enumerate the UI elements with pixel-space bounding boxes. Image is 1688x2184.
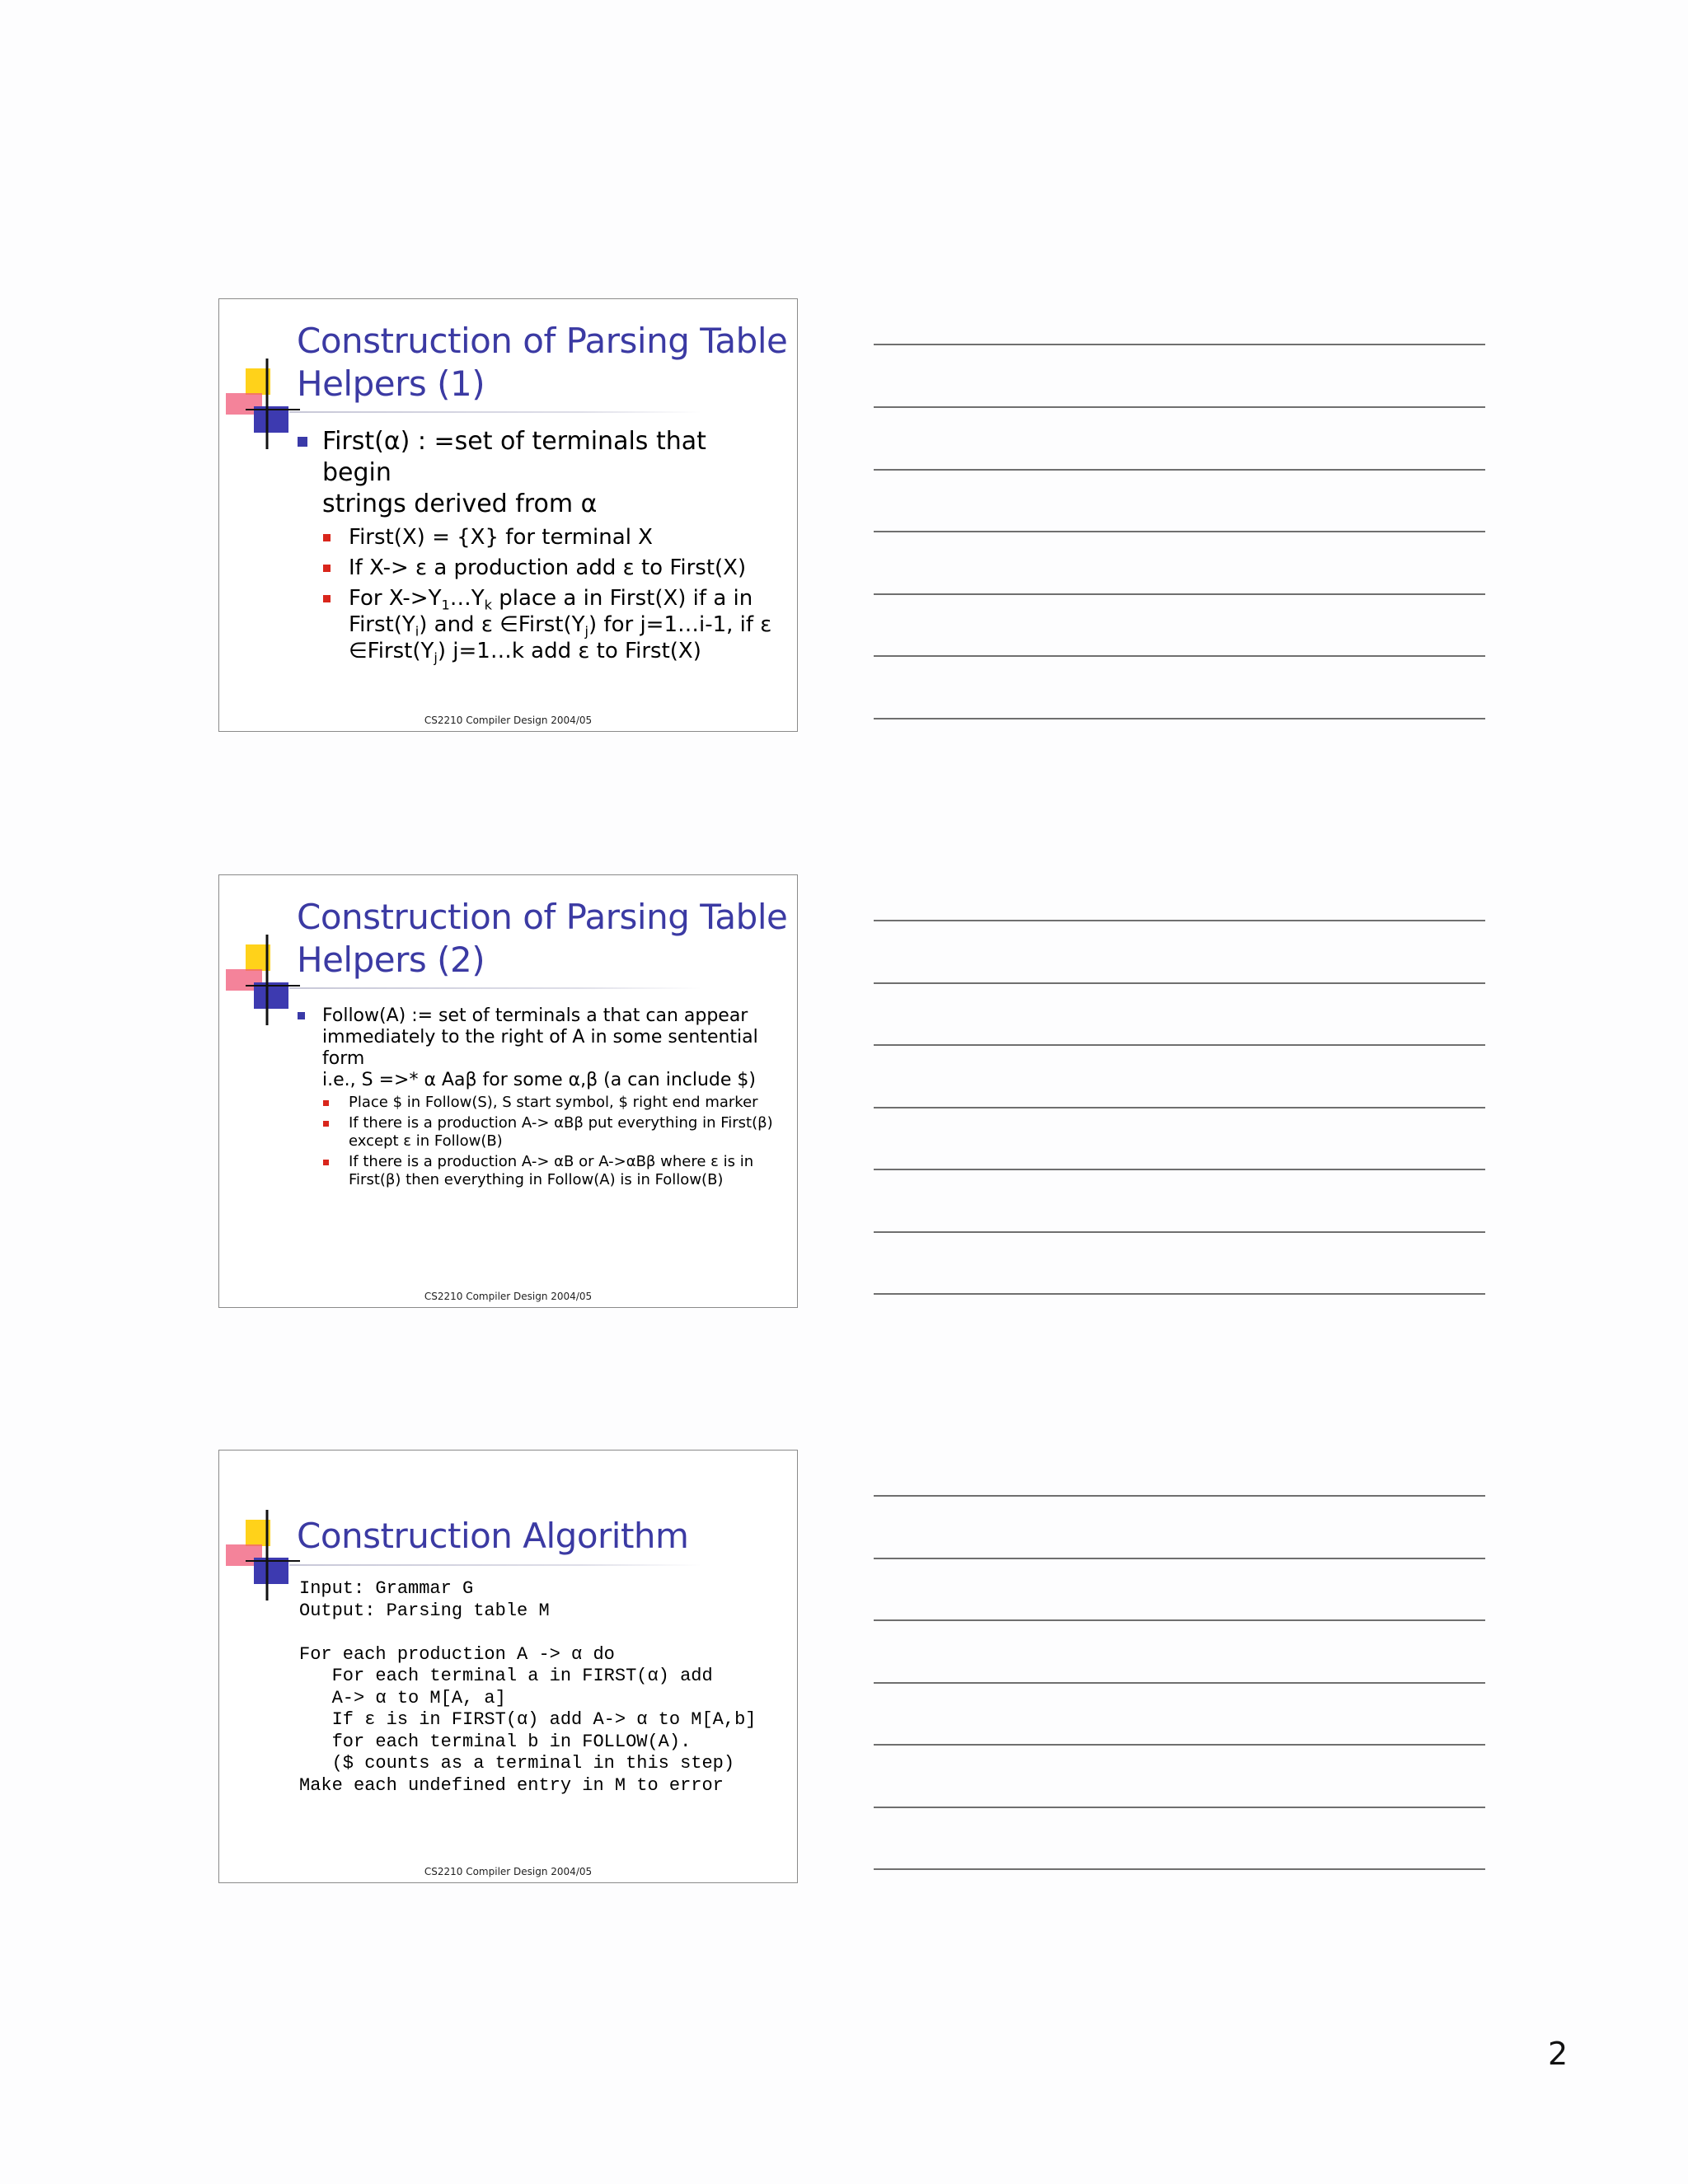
algorithm-code: Input: Grammar G Output: Parsing table M For each production A -> α do For each terminal a in FIRST(α) add A-> α to M[A, a] If ε is in FIRST(α) add A-> α to M[A,b] for each terminal b in FOLLOW(A). ($ counts as a terminal in this step) Make each undefined entry in M to error (299, 1578, 757, 1796)
title-underline (289, 411, 701, 413)
slide-title-line-1: Construction of Parsing Table (297, 897, 788, 937)
slide-footer: CS2210 Compiler Design 2004/05 (424, 1291, 593, 1302)
sub-bullet-text: If there is a production A-> αBβ put everything in First(β) (349, 1114, 773, 1132)
notes-line (874, 469, 1485, 471)
sub-bullet-text: $First(Y_i)$ and ε $\in First(Y_j)$ for j=1…i-1, if ε (349, 612, 772, 640)
bullet-text: Follow(A) := set of terminals a that can appear (322, 1005, 748, 1026)
sub-bullet (323, 524, 781, 551)
notes-line (874, 1044, 1485, 1046)
sub-bullet-text: For $X->Y_1\dots Y_k$ place a in First(X) if a in (349, 586, 753, 613)
bullet-text: i.e., S =>* α Aaβ for some α,β (a can include $) (322, 1070, 757, 1090)
sub-bullet-text: $\in First(Y_j)$ j=1…k add ε to First(X) (349, 639, 701, 666)
sub-bullet-square-icon (323, 1121, 329, 1127)
sub-bullet (323, 1114, 781, 1151)
sub-bullet-text: If there is a production A-> αB or A->αBβ where ε is in (349, 1153, 754, 1170)
title-underline (289, 987, 701, 989)
notes-line (874, 1744, 1485, 1746)
notes-line (874, 344, 1485, 345)
slide-decoration-icon (226, 935, 300, 1025)
notes-line (874, 1231, 1485, 1233)
slide-title-line-2: Helpers (2) (297, 940, 485, 980)
sub-bullet-square-icon (323, 1100, 329, 1106)
sub-bullet (323, 1094, 781, 1112)
sub-bullet-text: Place $ in Follow(S), S start symbol, $ right end marker (349, 1094, 758, 1111)
notes-line (874, 920, 1485, 921)
sub-bullet-text: First(β) then everything in Follow(A) is in Follow(B) (349, 1171, 724, 1188)
notes-line (874, 531, 1485, 532)
slide-decoration-icon (226, 1510, 300, 1601)
bullet-follow-definition (298, 1005, 781, 1091)
bullet-first-definition (298, 426, 781, 520)
slide-3 (218, 1450, 798, 1883)
title-underline (289, 1564, 701, 1566)
sub-bullet (323, 585, 781, 664)
sub-bullet (323, 555, 781, 581)
sub-bullet-text: First(X) = {X} for terminal X (349, 525, 653, 550)
sub-bullet-square-icon (323, 1160, 329, 1165)
bullet-square-icon (298, 437, 307, 447)
slide-title: Construction Algorithm (297, 1516, 689, 1556)
slide-title (297, 320, 789, 405)
notes-line (874, 1682, 1485, 1684)
slide-2 (218, 874, 798, 1308)
notes-line (874, 1169, 1485, 1170)
slide-footer: CS2210 Compiler Design 2004/05 (424, 1866, 593, 1877)
bullet-text: strings derived from α (322, 490, 598, 518)
notes-line (874, 718, 1485, 719)
bullet-square-icon (298, 1012, 305, 1019)
notes-line (874, 1619, 1485, 1621)
slide-1 (218, 298, 798, 732)
slide-title (297, 896, 789, 982)
slide-decoration-icon (226, 359, 300, 449)
sub-bullet-square-icon (323, 534, 331, 541)
bullet-text: First(α) : =set of terminals that begin (322, 427, 706, 487)
slide-body (298, 1005, 781, 1189)
notes-line (874, 1558, 1485, 1559)
sub-bullet-text: except ε in Follow(B) (349, 1132, 503, 1150)
sub-bullet (323, 1153, 781, 1189)
notes-line (874, 1293, 1485, 1295)
slide-title-line-1: Construction of Parsing Table (297, 321, 788, 361)
notes-line (874, 1868, 1485, 1870)
notes-line (874, 1807, 1485, 1808)
notes-line (874, 593, 1485, 595)
notes-line (874, 1107, 1485, 1108)
slide-title-line-2: Helpers (1) (297, 363, 485, 404)
sub-bullet-text: If X-> ε a production add ε to First(X) (349, 555, 747, 580)
notes-line (874, 982, 1485, 984)
sub-bullet-square-icon (323, 565, 331, 572)
notes-line (874, 1495, 1485, 1497)
bullet-text: immediately to the right of A in some sentential form (322, 1027, 758, 1069)
slide-body (298, 1578, 781, 1797)
notes-line (874, 406, 1485, 408)
sub-bullet-square-icon (323, 595, 331, 602)
page-number: 2 (1548, 2036, 1568, 2072)
notes-line (874, 655, 1485, 657)
slide-body (298, 426, 781, 664)
slide-footer: CS2210 Compiler Design 2004/05 (424, 715, 593, 726)
